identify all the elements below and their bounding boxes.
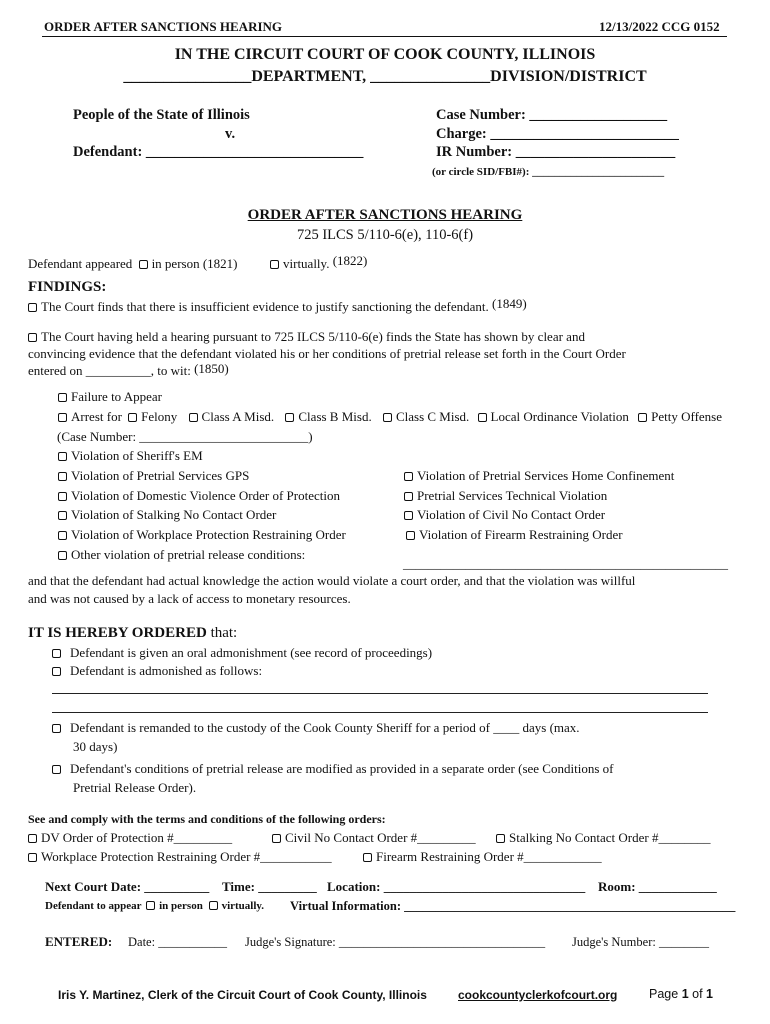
- failure-to-appear-label: Failure to Appear: [71, 389, 162, 404]
- violation-stalking: [58, 507, 276, 523]
- class-a-label: Class A Misd.: [201, 409, 275, 424]
- hearing-held-text-1: The Court having held a hearing pursuant to 725 ILCS 5/110-6(e) finds the State has shown by clear and: [41, 329, 585, 344]
- class-c-label: Class C Misd.: [395, 409, 470, 424]
- versus: v.: [225, 126, 236, 142]
- dv-order-checkbox[interactable]: [58, 492, 67, 501]
- court-heading: IN THE CIRCUIT COURT OF COOK COUNTY, ILLINOIS: [174, 46, 596, 63]
- appear-virtually-label: virtually.: [221, 900, 265, 912]
- violation-workplace: [58, 527, 346, 543]
- hearing-held-line3: [28, 363, 229, 379]
- appear-virtually-checkbox[interactable]: [209, 901, 218, 910]
- violation-dv-order: [58, 488, 340, 504]
- remanded-checkbox[interactable]: [52, 724, 61, 733]
- page-of: of: [692, 987, 703, 1001]
- dv-order-label: Violation of Domestic Violence Order of Protection: [71, 488, 340, 503]
- hearing-held-line2: convincing evidence that the defendant violated his or her conditions of pretrial release set forth in the Court Order: [28, 346, 626, 361]
- violation-civil-nco: [404, 507, 605, 523]
- firearm-label: Violation of Firearm Restraining Order: [419, 527, 623, 542]
- page-prefix: Page: [649, 987, 679, 1001]
- admonished-label: Defendant is admonished as follows:: [70, 663, 263, 678]
- class-b-label: Class B Misd.: [298, 409, 372, 424]
- local-ordinance-checkbox[interactable]: [478, 413, 487, 422]
- appearance-row: [28, 256, 238, 272]
- ordered-heading: IT IS HEREBY ORDERED: [28, 625, 207, 641]
- insufficient-evidence-row: [28, 296, 527, 315]
- failure-to-appear-checkbox[interactable]: [58, 393, 67, 402]
- clerk-footer: Iris Y. Martinez, Clerk of the Circuit Court of Cook County, Illinois: [58, 988, 427, 1002]
- ps-home-checkbox[interactable]: [404, 472, 413, 481]
- clerk-website-link[interactable]: cookcountyclerkofcourt.org: [458, 988, 618, 1002]
- admonished-blank-line-1[interactable]: [52, 693, 708, 694]
- appearance-label: Defendant appeared: [28, 256, 133, 271]
- modified-label: Defendant's conditions of pretrial release are modified as provided in a separate order (see Conditions of: [70, 761, 614, 776]
- order-modified: [52, 761, 613, 777]
- department-division-line: ________________DEPARTMENT, _______________DIVISION/DISTRICT: [123, 68, 647, 85]
- ps-home-label: Violation of Pretrial Services Home Confinement: [417, 468, 675, 483]
- comply-stalking-label: Stalking No Contact Order #________: [509, 830, 711, 845]
- defendant-field[interactable]: Defendant: ______________________________: [73, 144, 364, 160]
- sheriff-em-label: Violation of Sheriff's EM: [71, 448, 203, 463]
- comply-heading: See and comply with the terms and conditions of the following orders:: [28, 812, 386, 826]
- appear-in-person-checkbox[interactable]: [146, 901, 155, 910]
- next-court-time-field[interactable]: Time: _________: [222, 879, 317, 894]
- people-of-illinois: People of the State of Illinois: [73, 107, 250, 123]
- violation-ps-gps: [58, 468, 249, 484]
- remanded-line2: 30 days): [73, 739, 118, 754]
- other-violation-label: Other violation of pretrial release conditions:: [71, 547, 306, 562]
- judge-signature-field[interactable]: Judge's Signature: _________________________________: [245, 935, 546, 949]
- order-oral-admonishment: [52, 645, 432, 661]
- comply-dv: [28, 830, 232, 846]
- header-rule: [42, 36, 727, 37]
- next-court-room-field[interactable]: Room: ____________: [598, 879, 717, 894]
- comply-firearm: [363, 849, 602, 865]
- comply-workplace-label: Workplace Protection Restraining Order #___________: [41, 849, 332, 864]
- remanded-label: Defendant is remanded to the custody of the Cook County Sheriff for a period of ____ days (max.: [70, 720, 580, 735]
- virtually-label: virtually.: [283, 256, 330, 271]
- firearm-checkbox[interactable]: [406, 531, 415, 540]
- entered-date-field[interactable]: Date: ___________: [128, 935, 227, 949]
- ps-technical-label: Pretrial Services Technical Violation: [417, 488, 608, 503]
- admonished-blank-line-2[interactable]: [52, 712, 708, 713]
- comply-civil: [272, 830, 476, 846]
- knowledge-line2: and was not caused by a lack of access to monetary resources.: [28, 591, 351, 606]
- comply-workplace: [28, 849, 332, 865]
- violation-ps-home: [404, 468, 674, 484]
- statute-citation: 725 ILCS 5/110-6(e), 110-6(f): [296, 227, 474, 243]
- form-code: 12/13/2022 CCG 0152: [599, 19, 720, 34]
- hearing-held-text-3: entered on __________, to wit:: [28, 363, 191, 378]
- oral-admonishment-checkbox[interactable]: [52, 649, 61, 658]
- knowledge-line1: and that the defendant had actual knowledge the action would violate a court order, and that the violation was willful: [28, 573, 636, 588]
- comply-stalking: [496, 830, 710, 846]
- violation-failure-to-appear: [58, 389, 162, 405]
- in-person-label: in person (1821): [151, 256, 238, 271]
- findings-heading: FINDINGS:: [28, 279, 107, 295]
- judge-number-field[interactable]: Judge's Number: ________: [572, 935, 709, 949]
- stalking-checkbox[interactable]: [58, 511, 67, 520]
- ordered-that: that:: [210, 625, 238, 641]
- other-violation-checkbox[interactable]: [58, 551, 67, 560]
- form-header-title: ORDER AFTER SANCTIONS HEARING: [44, 19, 283, 34]
- comply-civil-checkbox[interactable]: [272, 834, 281, 843]
- appear-in-person-label: in person: [159, 900, 203, 912]
- comply-dv-label: DV Order of Protection #_________: [41, 830, 233, 845]
- page-number: 1: [681, 987, 689, 1001]
- violation-case-number[interactable]: (Case Number: __________________________): [57, 429, 313, 444]
- class-b-checkbox[interactable]: [285, 413, 294, 422]
- sheriff-em-checkbox[interactable]: [58, 452, 67, 461]
- petty-offense-checkbox[interactable]: [638, 413, 647, 422]
- order-title: ORDER AFTER SANCTIONS HEARING: [247, 207, 523, 223]
- comply-workplace-checkbox[interactable]: [28, 853, 37, 862]
- arrest-for-checkbox[interactable]: [58, 413, 67, 422]
- ps-gps-checkbox[interactable]: [58, 472, 67, 481]
- comply-firearm-label: Firearm Restraining Order #____________: [376, 849, 602, 864]
- virtually-checkbox[interactable]: [270, 260, 279, 269]
- insufficient-evidence-code: (1849): [492, 296, 527, 311]
- oral-admonishment-label: Defendant is given an oral admonishment (see record of proceedings): [70, 645, 433, 660]
- admonished-checkbox[interactable]: [52, 667, 61, 676]
- stalking-label: Violation of Stalking No Contact Order: [71, 507, 277, 522]
- in-person-checkbox[interactable]: [139, 260, 148, 269]
- workplace-checkbox[interactable]: [58, 531, 67, 540]
- felony-checkbox[interactable]: [128, 413, 137, 422]
- class-a-checkbox[interactable]: [189, 413, 198, 422]
- modified-checkbox[interactable]: [52, 765, 61, 774]
- ir-number-field[interactable]: IR Number: ______________________: [436, 144, 676, 160]
- charge-field[interactable]: Charge: __________________________: [436, 126, 679, 142]
- appear-row: [45, 900, 264, 912]
- violation-other: [58, 547, 305, 563]
- hearing-held-code: (1850): [194, 361, 229, 376]
- appear-label: Defendant to appear: [45, 900, 142, 912]
- other-violation-line[interactable]: ____________________________________________________: [403, 557, 728, 571]
- comply-civil-label: Civil No Contact Order #_________: [285, 830, 476, 845]
- virtually-row: [270, 253, 368, 272]
- arrest-for-label: Arrest for: [71, 409, 122, 424]
- order-remanded: [52, 720, 580, 736]
- order-admonished: [52, 663, 262, 679]
- page-total: 1: [706, 987, 713, 1001]
- hearing-held-checkbox[interactable]: [28, 333, 37, 342]
- class-c-checkbox[interactable]: [383, 413, 392, 422]
- civil-nco-label: Violation of Civil No Contact Order: [417, 507, 606, 522]
- workplace-label: Violation of Workplace Protection Restraining Order: [71, 527, 346, 542]
- violation-firearm: [406, 527, 623, 543]
- civil-nco-checkbox[interactable]: [404, 511, 413, 520]
- violation-ps-technical: [404, 488, 607, 504]
- local-ordinance-label: Local Ordinance Violation: [490, 409, 629, 424]
- ordered-heading-row: [28, 625, 237, 642]
- insufficient-evidence-text: The Court finds that there is insufficient evidence to justify sanctioning the defendant.: [41, 299, 489, 314]
- violation-sheriff-em: [58, 448, 203, 464]
- comply-firearm-checkbox[interactable]: [363, 853, 372, 862]
- hearing-held-line1: [28, 329, 585, 345]
- modified-line2: Pretrial Release Order).: [73, 780, 197, 795]
- comply-dv-checkbox[interactable]: [28, 834, 37, 843]
- virtually-code: (1822): [332, 253, 368, 268]
- petty-offense-label: Petty Offense: [651, 409, 723, 424]
- ps-gps-label: Violation of Pretrial Services GPS: [71, 468, 250, 483]
- violation-arrest-row: [58, 409, 722, 425]
- comply-stalking-checkbox[interactable]: [496, 834, 505, 843]
- case-number-field[interactable]: Case Number: ___________________: [436, 107, 668, 123]
- sid-fbi-field[interactable]: (or circle SID/FBI#): ________________________: [432, 166, 665, 178]
- virtual-information-field[interactable]: Virtual Information: _____________________________________________________: [290, 899, 736, 913]
- page-indicator: [649, 987, 713, 1001]
- ps-technical-checkbox[interactable]: [404, 492, 413, 501]
- felony-label: Felony: [141, 409, 178, 424]
- next-court-date-field[interactable]: Next Court Date: __________: [45, 879, 210, 894]
- insufficient-evidence-checkbox[interactable]: [28, 303, 37, 312]
- next-court-location-field[interactable]: Location: _______________________________: [327, 879, 586, 894]
- entered-label: ENTERED:: [45, 934, 113, 949]
